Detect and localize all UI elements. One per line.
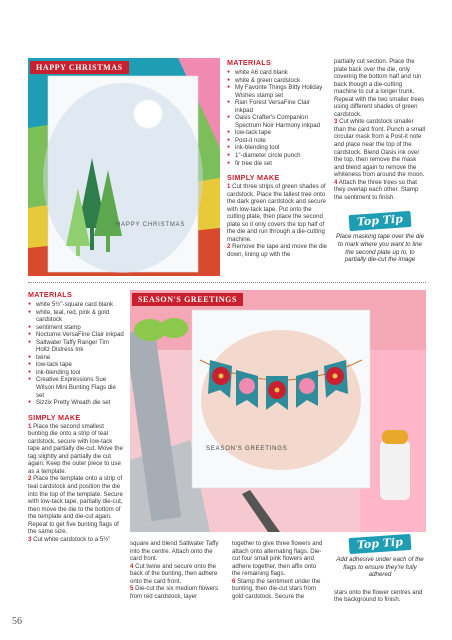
top-tip-text: Add adhesive under each of the flags to ensure they're fully adhered: [336, 556, 424, 579]
materials-item: ● Sizzix Pretty Wreath die set: [28, 399, 124, 407]
step: 2 Remove the tape and move the die down, lining up with the: [227, 243, 327, 259]
simply-make-heading: SIMPLY MAKE: [227, 173, 280, 183]
materials-item: ● ink-blending tool: [227, 144, 327, 152]
materials-item: ● ink-blending tool: [28, 369, 124, 377]
materials-item: ● Oasis Crafter's Companion Spectrum Noir Harmony inkpad: [227, 114, 327, 129]
steps-text: [28, 423, 124, 544]
step: stars onto the flower centres and the background to finish.: [334, 588, 423, 604]
step: 2 Place the template onto a strip of teal cardstock and position the die into the top of the template. Secure with low-tack tape, partially die-cut, then move the die to the bottom of the template and die-cut again. Repeat to get five bunting flags of the same size.: [28, 475, 123, 536]
step: partially cut section. Place the plate back over the die, only covering the bottom half and run back though a die-cutting machine to cut a longer trunk. Repeat with the two smaller trees using different shades of green cardstock.: [334, 58, 425, 118]
materials-item: ● Post-it note: [227, 137, 327, 145]
bunting-card-photo: [130, 290, 426, 532]
materials-heading: MATERIALS: [227, 58, 272, 67]
step: 1 Cut three strips of green shades of cardstock. Place the tallest tree onto the dark green cardstock and secure with low-tack tape. Put onto the cutting plate, then place the second plate so it only covers the top half of the die and run through a die-cutting machine.: [227, 183, 326, 243]
project2-materials-column: [28, 290, 124, 543]
top-tip-label: Top Tip: [349, 211, 412, 231]
step: 6 Stamp the sentiment under the bunting, then die-cut stars from gold cardstock. Secure the: [232, 577, 321, 600]
materials-item: ● white, teal, red, pink & gold cardstock: [28, 309, 124, 324]
top-tip-text: Place masking tape over the die to mark where you want to line the second plate up to, to partially die-cut the image: [335, 233, 425, 264]
materials-item: ● low-tack tape: [28, 361, 124, 369]
step: 3 Cut white cardstock smaller than the card front. Punch a small circular mask from a Post-it note and place near the top of the cardstock. Blend Oasis ink over the top, then remove the mask and blend again to remove the whiteness from around the moon.: [334, 118, 426, 179]
step: 3 Cut white cardstock to a 5½": [28, 535, 111, 543]
step: together to give three flowers and attach onto alternating flags. Die-cut four small pink flowers and adhere together, then affix onto the remaining flags.: [232, 540, 323, 578]
materials-item: ● low-tack tape: [227, 129, 327, 137]
project2-steps-column-3: [232, 540, 326, 600]
step: 1 Place the second smallest bunting die onto a strip of teal cardstock, secure with low-tack tape and partially die-cut. Move the tag slightly and partially die cut again. Keep the outer piece to use as a template.: [28, 422, 123, 475]
materials-item: ● twine: [28, 354, 124, 362]
christmas-card-photo: [28, 58, 220, 276]
christmas-card-sentiment: HAPPY CHRISTMAS: [116, 222, 186, 228]
materials-item: ● Saltwater Taffy Ranger Tim Holtz Distress Ink: [28, 339, 124, 354]
project2-title: SEASON'S GREETINGS: [132, 293, 243, 306]
materials-item: ● fir tree die set: [227, 160, 327, 168]
materials-item: ● Nocturne VersaFine Clair inkpad: [28, 331, 124, 339]
top-tip-label: Top Tip: [349, 534, 412, 554]
step: 4 Attach the three trees so that they overlap each other. Stamp the sentiment to finish.: [334, 178, 419, 201]
section-divider: [28, 282, 426, 283]
materials-item: ● Rain Forest VersaFine Clair inkpad: [227, 99, 327, 114]
project2-tip-column: [334, 534, 426, 604]
materials-item: ● 1"-diameter circle punch: [227, 152, 327, 160]
materials-item: ● Creative Expressions Sue Wilson Mini Bunting Flags die set: [28, 376, 124, 399]
bunting-card-sentiment: SEASON'S GREETINGS: [206, 446, 288, 452]
materials-list: [227, 69, 327, 167]
project1-materials-column: [227, 58, 327, 259]
bunting-card-illustration: [130, 290, 426, 532]
step: square and blend Saltwater Taffy into the centre. Attach onto the card front.: [130, 540, 219, 563]
materials-item: ● My Favorite Things Bitty Holiday Wishes stamp set: [227, 84, 327, 99]
materials-list: [28, 301, 124, 407]
steps-text: [227, 183, 327, 258]
materials-item: ● white A6 card blank: [227, 69, 327, 77]
step: 4 Cut twine and secure onto the back of the bunting, then adhere onto the card front.: [130, 562, 218, 585]
project2-steps-column-2: [130, 540, 222, 600]
step: 5 Die-cut the six medium flowers from red cardstock, layer: [130, 585, 219, 600]
page-number: 56: [12, 616, 22, 627]
materials-item: ● white 5½"-square card blank: [28, 301, 124, 309]
simply-make-heading: SIMPLY MAKE: [28, 412, 81, 422]
materials-item: ● white & green cardstock: [227, 77, 327, 85]
materials-heading: MATERIALS: [28, 290, 73, 299]
project1-steps-column: [334, 58, 426, 264]
materials-item: ● sentiment stamp: [28, 324, 124, 332]
steps-text: [334, 58, 426, 201]
project1-title: HAPPY CHRISTMAS: [30, 61, 129, 74]
top-tip-box: [334, 534, 426, 579]
christmas-card-illustration: [28, 58, 220, 276]
steps-text: [334, 589, 426, 604]
top-tip-box: [334, 211, 426, 263]
